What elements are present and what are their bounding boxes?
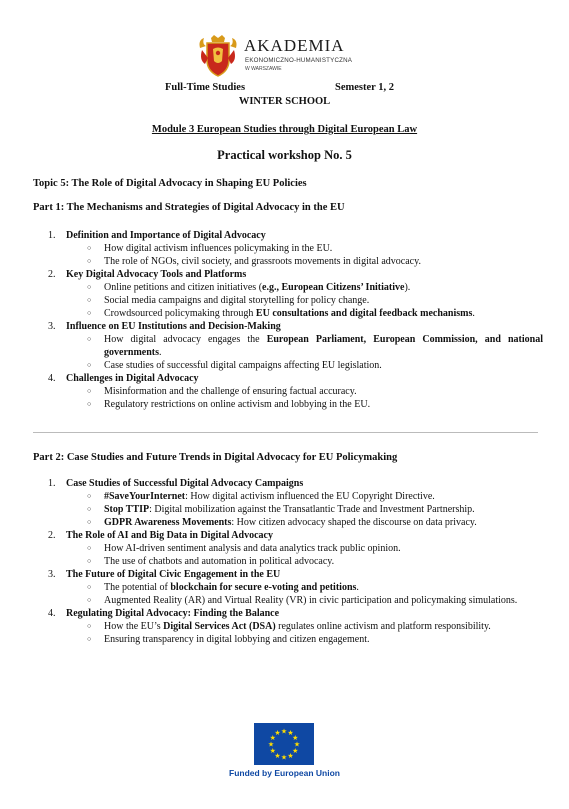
brand-subtitle: EKONOMICZNO-HUMANISTYCZNA <box>245 57 353 64</box>
body-text: How the EU’s <box>104 621 164 632</box>
bullet-icon: ○ <box>87 596 92 604</box>
body-text: Regulatory restrictions on online activism and lobbying in the EU. <box>104 399 371 410</box>
item-number: 3. <box>48 569 56 580</box>
bullet-icon: ○ <box>87 557 92 565</box>
study-mode: Full-Time Studies <box>165 82 246 93</box>
emphasis-text: e.g., European Citizens’ Initiative <box>262 282 405 293</box>
body-text: regulates online activism and platform responsibility. <box>275 621 491 632</box>
sub-item <box>66 385 543 398</box>
module-title: Module 3 European Studies through Digital European Law <box>151 124 418 135</box>
item-title: The Role of AI and Big Data in Digital Advocacy <box>66 530 273 541</box>
sub-item <box>66 307 543 320</box>
body-text: How digital activism influences policymaking in the EU. <box>104 243 333 254</box>
body-text: The role of NGOs, civil society, and grassroots movements in digital advocacy. <box>104 256 421 267</box>
sub-item <box>66 294 543 307</box>
body-text: : How digital activism influenced the EU Copyright Directive. <box>185 491 435 502</box>
list-item <box>33 372 543 411</box>
eu-star-icon: ★ <box>274 729 281 738</box>
eu-star-icon: ★ <box>269 734 276 742</box>
emphasis-text: GDPR Awareness Movements <box>104 517 232 528</box>
part2-heading: Part 2: Case Studies and Future Trends in Digital Advocacy for EU Policymaking <box>33 452 398 463</box>
body-text: How AI-driven sentiment analysis and data analytics track public opinion. <box>104 543 401 554</box>
eu-star-icon: ★ <box>292 734 299 742</box>
eu-star-icon: ★ <box>292 747 299 755</box>
list-item <box>33 607 543 646</box>
body-text: Online petitions and citizen initiatives ( <box>104 282 263 293</box>
body-text: . <box>356 582 359 593</box>
eu-star-icon: ★ <box>274 751 281 760</box>
part2-list <box>33 477 543 646</box>
eu-star-icon: ★ <box>287 729 294 738</box>
bullet-icon: ○ <box>87 309 92 317</box>
list-item <box>33 529 543 568</box>
body-text: : How citizen advocacy shaped the discourse on data privacy. <box>231 517 477 528</box>
body-text: ). <box>404 282 411 293</box>
body-text: The use of chatbots and automation in political advocacy. <box>104 556 335 567</box>
body-text: Case studies of successful digital campaigns affecting EU legislation. <box>104 360 382 371</box>
sub-item <box>66 633 543 646</box>
body-text: . <box>159 347 162 358</box>
bullet-icon: ○ <box>87 361 92 369</box>
bullet-icon: ○ <box>87 283 92 291</box>
eu-star-icon: ★ <box>287 751 294 760</box>
crest-icon <box>196 34 240 78</box>
item-title: Case Studies of Successful Digital Advocacy Campaigns <box>66 478 304 489</box>
bullet-icon: ○ <box>87 583 92 591</box>
eu-star-icon: ★ <box>267 740 275 749</box>
item-title: Regulating Digital Advocacy: Finding the Balance <box>66 608 280 619</box>
sub-item <box>66 359 543 372</box>
item-title: Key Digital Advocacy Tools and Platforms <box>66 269 247 280</box>
bullet-icon: ○ <box>87 505 92 513</box>
emphasis-text: EU consultations and digital feedback mechanisms <box>255 308 473 319</box>
item-number: 4. <box>48 608 56 619</box>
sub-item <box>66 542 543 555</box>
topic-title: Topic 5: The Role of Digital Advocacy in Shaping EU Policies <box>33 178 307 189</box>
bullet-icon: ○ <box>87 622 92 630</box>
item-number: 1. <box>48 230 56 241</box>
list-item <box>33 568 543 607</box>
funding-notice: Funded by European Union <box>229 768 340 778</box>
item-title: The Future of Digital Civic Engagement in the EU <box>66 569 281 580</box>
body-text: The potential of <box>104 582 171 593</box>
bullet-icon: ○ <box>87 635 92 643</box>
list-item <box>33 477 543 529</box>
list-item <box>33 268 543 320</box>
bullet-icon: ○ <box>87 544 92 552</box>
brand-location: W WARSZAWIE <box>245 66 282 72</box>
sub-item <box>66 516 543 529</box>
item-number: 2. <box>48 530 56 541</box>
sub-item <box>66 255 543 268</box>
emphasis-text: blockchain for secure e-voting and petitions <box>170 582 357 593</box>
sub-item <box>66 490 543 503</box>
item-number: 2. <box>48 269 56 280</box>
emphasis-text: #SaveYourInternet <box>104 491 186 502</box>
list-item <box>33 229 543 268</box>
body-text: Augmented Reality (AR) and Virtual Reality (VR) in civic participation and policymaking simulations. <box>104 595 518 606</box>
emphasis-text: Digital Services Act (DSA) <box>163 621 276 632</box>
emphasis-text: European Parliament, European Commission, and national governments <box>104 334 544 358</box>
body-text: : Digital mobilization against the Transatlantic Trade and Investment Partnership. <box>149 504 475 515</box>
eu-star-icon: ★ <box>293 740 301 749</box>
list-item <box>33 320 543 372</box>
body-text: How digital advocacy engages the <box>104 334 267 345</box>
brand-name: AKADEMIA <box>244 36 345 55</box>
eu-flag-icon <box>254 723 314 765</box>
bullet-icon: ○ <box>87 518 92 526</box>
item-title: Challenges in Digital Advocacy <box>66 373 199 384</box>
sub-item <box>66 555 543 568</box>
bullet-icon: ○ <box>87 244 92 252</box>
eu-star-icon: ★ <box>280 727 288 736</box>
body-text: . <box>472 308 475 319</box>
emphasis-text: Stop TTIP <box>104 504 150 515</box>
section-divider <box>33 432 538 433</box>
eu-star-icon: ★ <box>280 753 288 762</box>
bullet-icon: ○ <box>87 335 92 343</box>
sub-item <box>66 503 543 516</box>
sub-item <box>66 242 543 255</box>
sub-item <box>66 333 543 359</box>
body-text: Crowdsourced policymaking through <box>104 308 256 319</box>
item-number: 3. <box>48 321 56 332</box>
item-number: 1. <box>48 478 56 489</box>
body-text: Misinformation and the challenge of ensuring factual accuracy. <box>104 386 357 397</box>
sub-item <box>66 620 543 633</box>
sub-item <box>66 594 543 607</box>
eu-star-icon: ★ <box>269 747 276 755</box>
bullet-icon: ○ <box>87 387 92 395</box>
sub-item <box>66 281 543 294</box>
part1-list <box>33 229 543 411</box>
sub-item <box>66 581 543 594</box>
semester: Semester 1, 2 <box>335 82 394 93</box>
workshop-title: Practical workshop No. 5 <box>217 148 352 162</box>
bullet-icon: ○ <box>87 492 92 500</box>
item-title: Definition and Importance of Digital Advocacy <box>66 230 266 241</box>
school-name: WINTER SCHOOL <box>238 96 331 107</box>
sub-item <box>66 398 543 411</box>
university-logo <box>196 34 386 78</box>
bullet-icon: ○ <box>87 296 92 304</box>
part1-heading: Part 1: The Mechanisms and Strategies of Digital Advocacy in the EU <box>33 202 345 213</box>
bullet-icon: ○ <box>87 257 92 265</box>
body-text: Ensuring transparency in digital lobbying and citizen engagement. <box>104 634 370 645</box>
item-number: 4. <box>48 373 56 384</box>
item-title: Influence on EU Institutions and Decision-Making <box>66 321 281 332</box>
bullet-icon: ○ <box>87 400 92 408</box>
body-text: Social media campaigns and digital storytelling for policy change. <box>104 295 370 306</box>
